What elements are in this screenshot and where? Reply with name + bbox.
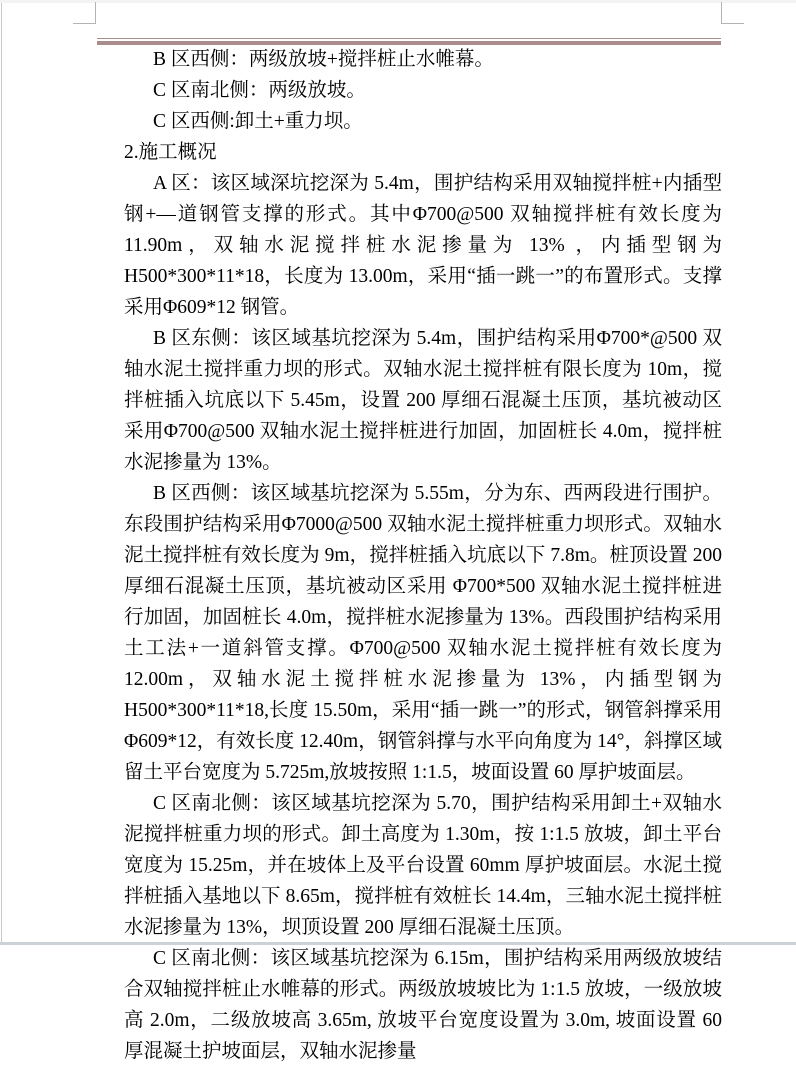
- page-left-edge: [1, 3, 2, 945]
- intro-line-b-west[interactable]: B 区西侧：两级放坡+搅拌桩止水帷幕。: [153, 49, 494, 70]
- paragraph-zone-b-east[interactable]: B 区东侧：该区域基坑挖深为 5.4m，围护结构采用Φ700*@500 双轴水泥土搅拌重力坝的形式。双轴水泥土搅拌桩有限长度为 10m，搅拌桩插入坑底以下 5.45m，设置 200 厚细石混凝土压顶，基坑被动区采用Φ700@500 双轴水泥土搅拌桩进行加固，加固桩长 4.0m，搅拌桩水泥掺量为 13%。: [124, 328, 722, 473]
- text-boundary-mark-top-left: [73, 2, 96, 24]
- text-boundary-mark-top-right: [721, 2, 744, 24]
- window-top-edge: [0, 0, 796, 3]
- intro-line-c-west[interactable]: C 区西侧:卸土+重力坝。: [153, 111, 363, 132]
- document-content[interactable]: [124, 44, 722, 1067]
- window-bottom-edge: [0, 942, 796, 945]
- paragraph-zone-c-northsouth-2[interactable]: C 区南北侧：该区域基坑挖深为 6.15m，围护结构采用两级放坡结合双轴搅拌桩止水帷幕的形式。两级放坡坡比为 1:1.5 放坡，一级放坡高 2.0m，二级放坡高 3.65m, 放坡平台宽度设置为 3.0m, 坡面设置 60 厚混凝土护坡面层，双轴水泥掺量: [124, 948, 722, 1062]
- paragraph-zone-c-northsouth[interactable]: C 区南北侧：该区域基坑挖深为 5.70，围护结构采用卸土+双轴水泥搅拌桩重力坝的形式。卸土高度为 1.30m，按 1:1.5 放坡，卸土平台宽度为 15.25m，并在坡体上及平台设置 60mm 厚护坡面层。水泥土搅拌桩插入基地以下 8.65m，搅拌桩有效桩长 14.4m，三轴水泥土搅拌桩水泥掺量为 13%，坝顶设置 200 厚细石混凝土压顶。: [124, 793, 722, 938]
- section-heading[interactable]: 2.施工概况: [124, 142, 217, 163]
- intro-line-c-northsouth[interactable]: C 区南北侧：两级放坡。: [153, 80, 366, 101]
- paragraph-zone-b-west[interactable]: B 区西侧：该区域基坑挖深为 5.55m，分为东、西两段进行围护。东段围护结构采用Φ7000@500 双轴水泥土搅拌桩重力坝形式。双轴水泥土搅拌桩有效长度为 9m，搅拌桩插入坑底以下 7.8m。桩顶设置 200 厚细石混凝土压顶，基坑被动区采用 Φ700*500 双轴水泥土搅拌桩进行加固，加固桩长 4.0m，搅拌桩水泥掺量为 13%。西段围护结构采用土工法+一道斜管支撑。Φ700@500 双轴水泥土搅拌桩有效长度为 12.00m，双轴水泥土搅拌桩水泥掺量为 13%，内插型钢为 H500*300*11*18,长度 15.50m，采用“插一跳一”的形式，钢管斜撑采用Φ609*12，有效长度 12.40m，钢管斜撑与水平向角度为 14°，斜撑区域留土平台宽度为 5.725m,放坡按照 1:1.5，坡面设置 60 厚护坡面层。: [124, 483, 722, 783]
- paragraph-zone-a[interactable]: A 区：该区域深坑挖深为 5.4m，围护结构采用双轴搅拌桩+内插型钢+—道钢管支撑的形式。其中Φ700@500 双轴搅拌桩有效长度为 11.90m，双轴水泥搅拌桩水泥掺量为 13% ，内插型钢为 H500*300*11*18，长度为 13.00m，采用“插一跳一”的布置形式。支撑采用Φ609*12 钢管。: [124, 173, 722, 318]
